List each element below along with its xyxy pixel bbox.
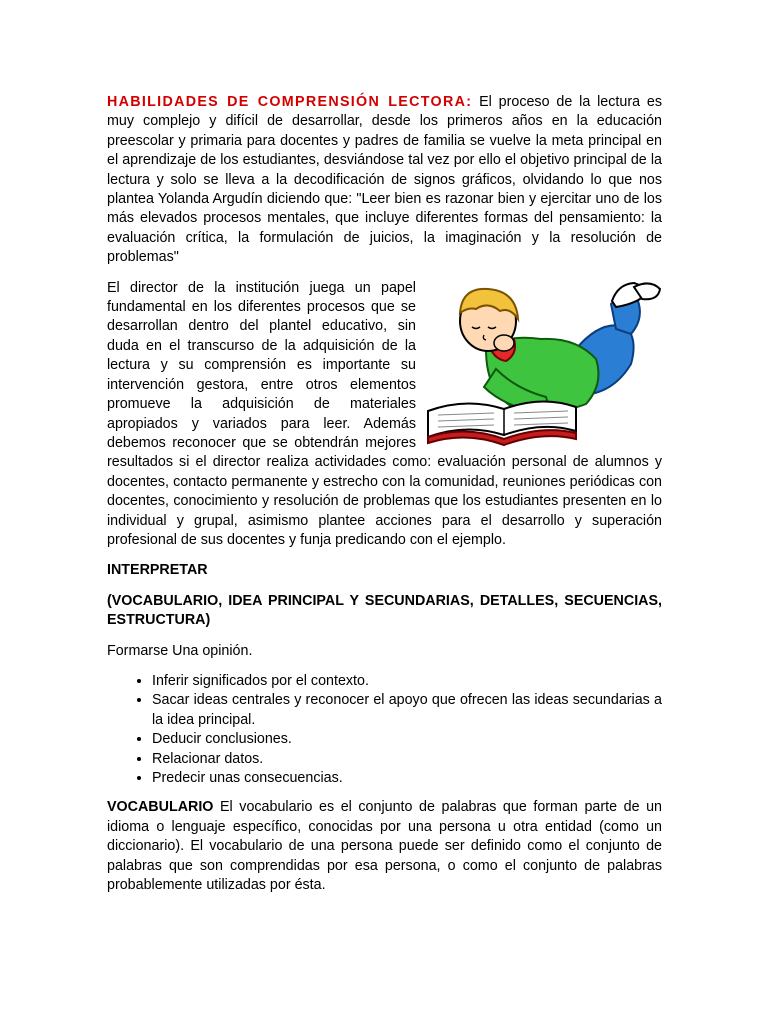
director-paragraph: El director de la institución juega un papel fundamental en los diferentes procesos que se desarrollan dentro del plantel educativo, sin duda en el transcurso de la adquisición de la lectura y su comprensión es importante su intervención gestora, entre otros elementos promueve la adquisición de materiales apropiados y variados para leer. Además debemos reconocer que se obtendrán mejores resultados si el director realiza actividades como: evaluación personal de alumnos y docentes, contacto permanente y estrecho con la comunidad, reuniones periódicas con docentes, conocimiento y resolución de problemas que los estudiantes presenten en lo individual y grupal, asimismo plantee acciones para el desarrollo y superación profesional de sus docentes y funja predicando con el ejemplo. <box>107 279 662 548</box>
vocabulario-term: VOCABULARIO <box>107 799 214 816</box>
document-page <box>107 93 662 895</box>
section-heading: HABILIDADES DE COMPRENSIÓN LECTORA: <box>107 94 473 110</box>
interpretar-title: INTERPRETAR <box>107 562 208 579</box>
director-section <box>107 279 662 551</box>
list-item: • Deducir conclusiones. <box>152 730 662 749</box>
list-item: • Inferir significados por el contexto. <box>152 672 662 691</box>
opinion-line: Formarse Una opinión. <box>107 642 253 659</box>
intro-paragraph <box>107 93 662 268</box>
child-reading-book-illustration <box>426 279 666 451</box>
interpretar-subtitle: (VOCABULARIO, IDEA PRINCIPAL Y SECUNDARIAS, DETALLES, SECUENCIAS, ESTRUCTURA) <box>107 592 662 629</box>
vocabulario-paragraph <box>107 798 662 895</box>
list-item: • Sacar ideas centrales y reconocer el apoyo que ofrecen las ideas secundarias a la idea principal. <box>152 691 662 730</box>
list-item: • Relacionar datos. <box>152 750 662 769</box>
skills-list <box>107 672 662 788</box>
list-item: • Predecir unas consecuencias. <box>152 769 662 788</box>
vocabulario-text: El vocabulario es el conjunto de palabras que forman parte de un idioma o lenguaje específico, conocidas por una persona u otra entidad (como un diccionario). El vocabulario de una persona puede ser definido como el conjunto de palabras que son comprendidas por esa persona, o como el conjunto de palabras probablemente utilizadas por ésta. <box>107 799 662 894</box>
intro-text: El proceso de la lectura es muy complejo y difícil de desarrollar, desde los primeros años en la educación preescolar y primaria para docentes y padres de familia se vuelve la meta principal en el aprendizaje de los estudiantes, desviándose tal vez por ello el objetivo principal de la lectura y solo se lleva a la decodificación de signos gráficos, olvidando lo que nos plantea Yolanda Argudín diciendo que: "Leer bien es razonar bien y ejercitar uno de los más elevados procesos mentales, que incluye diferentes formas del pensamiento: la evaluación crítica, la formulación de juicios, la imaginación y la resolución de problemas" <box>107 94 662 266</box>
